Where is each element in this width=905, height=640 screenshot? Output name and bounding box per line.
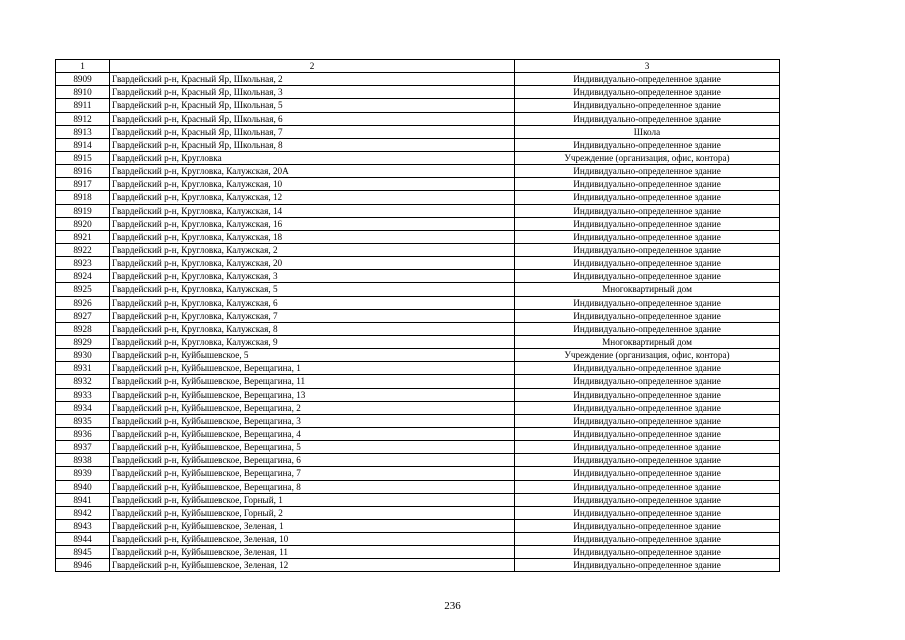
object-type-cell: Многоквартирный дом [515, 335, 780, 348]
column-header-address: 2 [110, 60, 515, 73]
table-row [56, 178, 780, 191]
row-number-cell: 8928 [56, 322, 110, 335]
row-number-cell: 8938 [56, 454, 110, 467]
address-cell: Гвардейский р-н, Красный Яр, Школьная, 6 [110, 112, 515, 125]
address-cell: Гвардейский р-н, Красный Яр, Школьная, 7 [110, 125, 515, 138]
object-type-cell: Индивидуально-определенное здание [515, 506, 780, 519]
object-type-cell: Индивидуально-определенное здание [515, 230, 780, 243]
register-table [55, 59, 780, 572]
row-number-cell: 8936 [56, 427, 110, 440]
table-row [56, 441, 780, 454]
row-number-cell: 8922 [56, 243, 110, 256]
address-cell: Гвардейский р-н, Красный Яр, Школьная, 2 [110, 73, 515, 86]
address-cell: Гвардейский р-н, Кругловка, Калужская, 3 [110, 270, 515, 283]
table-row [56, 86, 780, 99]
row-number-cell: 8931 [56, 362, 110, 375]
table-row [56, 112, 780, 125]
object-type-cell: Учреждение (организация, офис, контора) [515, 349, 780, 362]
address-cell: Гвардейский р-н, Кругловка, Калужская, 9 [110, 335, 515, 348]
table-row [56, 414, 780, 427]
row-number-cell: 8917 [56, 178, 110, 191]
object-type-cell: Индивидуально-определенное здание [515, 73, 780, 86]
object-type-cell: Индивидуально-определенное здание [515, 322, 780, 335]
table-row [56, 519, 780, 532]
object-type-cell: Индивидуально-определенное здание [515, 217, 780, 230]
row-number-cell: 8910 [56, 86, 110, 99]
table-row [56, 257, 780, 270]
address-cell: Гвардейский р-н, Красный Яр, Школьная, 3 [110, 86, 515, 99]
row-number-cell: 8920 [56, 217, 110, 230]
address-cell: Гвардейский р-н, Куйбышевское, Зеленая, 11 [110, 546, 515, 559]
address-cell: Гвардейский р-н, Куйбышевское, Верещагина, 6 [110, 454, 515, 467]
address-cell: Гвардейский р-н, Красный Яр, Школьная, 5 [110, 99, 515, 112]
address-cell: Гвардейский р-н, Куйбышевское, Верещагина, 13 [110, 388, 515, 401]
address-cell: Гвардейский р-н, Кругловка, Калужская, 10 [110, 178, 515, 191]
table-row [56, 283, 780, 296]
object-type-cell: Индивидуально-определенное здание [515, 362, 780, 375]
row-number-cell: 8929 [56, 335, 110, 348]
address-cell: Гвардейский р-н, Кругловка, Калужская, 8 [110, 322, 515, 335]
row-number-cell: 8930 [56, 349, 110, 362]
row-number-cell: 8911 [56, 99, 110, 112]
row-number-cell: 8937 [56, 441, 110, 454]
table-row [56, 230, 780, 243]
object-type-cell: Индивидуально-определенное здание [515, 270, 780, 283]
object-type-cell: Учреждение (организация, офис, контора) [515, 151, 780, 164]
table-row [56, 138, 780, 151]
address-cell: Гвардейский р-н, Куйбышевское, Верещагина, 2 [110, 401, 515, 414]
table-row [56, 454, 780, 467]
object-type-cell: Индивидуально-определенное здание [515, 296, 780, 309]
object-type-cell: Индивидуально-определенное здание [515, 559, 780, 572]
address-cell: Гвардейский р-н, Куйбышевское, Зеленая, 12 [110, 559, 515, 572]
object-type-cell: Индивидуально-определенное здание [515, 467, 780, 480]
object-type-cell: Индивидуально-определенное здание [515, 454, 780, 467]
address-cell: Гвардейский р-н, Куйбышевское, Горный, 2 [110, 506, 515, 519]
table-row [56, 480, 780, 493]
object-type-cell: Индивидуально-определенное здание [515, 191, 780, 204]
object-type-cell: Индивидуально-определенное здание [515, 204, 780, 217]
row-number-cell: 8933 [56, 388, 110, 401]
table-row [56, 191, 780, 204]
address-cell: Гвардейский р-н, Куйбышевское, Верещагина, 7 [110, 467, 515, 480]
address-cell: Гвардейский р-н, Кругловка, Калужская, 20 [110, 257, 515, 270]
address-cell: Гвардейский р-н, Кругловка, Калужская, 12 [110, 191, 515, 204]
row-number-cell: 8918 [56, 191, 110, 204]
row-number-cell: 8915 [56, 151, 110, 164]
table-row [56, 99, 780, 112]
column-header-type: 3 [515, 60, 780, 73]
table-row [56, 533, 780, 546]
table-row [56, 467, 780, 480]
table-row [56, 362, 780, 375]
object-type-cell: Индивидуально-определенное здание [515, 427, 780, 440]
row-number-cell: 8943 [56, 519, 110, 532]
address-cell: Гвардейский р-н, Куйбышевское, Горный, 1 [110, 493, 515, 506]
object-type-cell: Индивидуально-определенное здание [515, 414, 780, 427]
table-row [56, 204, 780, 217]
object-type-cell: Индивидуально-определенное здание [515, 493, 780, 506]
object-type-cell: Индивидуально-определенное здание [515, 138, 780, 151]
table-row [56, 427, 780, 440]
object-type-cell: Школа [515, 125, 780, 138]
row-number-cell: 8940 [56, 480, 110, 493]
row-number-cell: 8932 [56, 375, 110, 388]
table-row [56, 349, 780, 362]
object-type-cell: Индивидуально-определенное здание [515, 388, 780, 401]
address-cell: Гвардейский р-н, Кругловка, Калужская, 6 [110, 296, 515, 309]
object-type-cell: Индивидуально-определенное здание [515, 519, 780, 532]
row-number-cell: 8909 [56, 73, 110, 86]
address-cell: Гвардейский р-н, Кругловка, Калужская, 14 [110, 204, 515, 217]
row-number-cell: 8942 [56, 506, 110, 519]
address-cell: Гвардейский р-н, Кругловка, Калужская, 5 [110, 283, 515, 296]
address-cell: Гвардейский р-н, Куйбышевское, 5 [110, 349, 515, 362]
address-cell: Гвардейский р-н, Куйбышевское, Зеленая, 10 [110, 533, 515, 546]
table-row [56, 401, 780, 414]
header-row [56, 60, 780, 73]
table-row [56, 335, 780, 348]
row-number-cell: 8913 [56, 125, 110, 138]
table-row [56, 165, 780, 178]
address-cell: Гвардейский р-н, Куйбышевское, Верещагина, 11 [110, 375, 515, 388]
object-type-cell: Индивидуально-определенное здание [515, 99, 780, 112]
object-type-cell: Индивидуально-определенное здание [515, 401, 780, 414]
object-type-cell: Индивидуально-определенное здание [515, 480, 780, 493]
table-row [56, 375, 780, 388]
table-row [56, 73, 780, 86]
page-number: 236 [444, 600, 461, 612]
object-type-cell: Индивидуально-определенное здание [515, 112, 780, 125]
row-number-cell: 8914 [56, 138, 110, 151]
address-cell: Гвардейский р-н, Куйбышевское, Верещагина, 3 [110, 414, 515, 427]
table-body [56, 73, 780, 572]
table-row [56, 546, 780, 559]
object-type-cell: Индивидуально-определенное здание [515, 257, 780, 270]
row-number-cell: 8935 [56, 414, 110, 427]
object-type-cell: Индивидуально-определенное здание [515, 165, 780, 178]
row-number-cell: 8926 [56, 296, 110, 309]
address-cell: Гвардейский р-н, Красный Яр, Школьная, 8 [110, 138, 515, 151]
address-cell: Гвардейский р-н, Кругловка [110, 151, 515, 164]
table-row [56, 296, 780, 309]
table-row [56, 243, 780, 256]
table-row [56, 506, 780, 519]
table-row [56, 217, 780, 230]
address-cell: Гвардейский р-н, Куйбышевское, Верещагина, 1 [110, 362, 515, 375]
address-cell: Гвардейский р-н, Куйбышевское, Верещагина, 5 [110, 441, 515, 454]
row-number-cell: 8921 [56, 230, 110, 243]
address-cell: Гвардейский р-н, Кругловка, Калужская, 18 [110, 230, 515, 243]
object-type-cell: Индивидуально-определенное здание [515, 178, 780, 191]
object-type-cell: Индивидуально-определенное здание [515, 86, 780, 99]
table-header [56, 60, 780, 73]
row-number-cell: 8923 [56, 257, 110, 270]
object-type-cell: Индивидуально-определенное здание [515, 546, 780, 559]
address-cell: Гвардейский р-н, Куйбышевское, Верещагина, 8 [110, 480, 515, 493]
address-cell: Гвардейский р-н, Куйбышевское, Верещагина, 4 [110, 427, 515, 440]
table-row [56, 493, 780, 506]
row-number-cell: 8927 [56, 309, 110, 322]
table-row [56, 125, 780, 138]
object-type-cell: Индивидуально-определенное здание [515, 533, 780, 546]
row-number-cell: 8944 [56, 533, 110, 546]
row-number-cell: 8924 [56, 270, 110, 283]
object-type-cell: Индивидуально-определенное здание [515, 441, 780, 454]
row-number-cell: 8939 [56, 467, 110, 480]
object-type-cell: Индивидуально-определенное здание [515, 309, 780, 322]
row-number-cell: 8916 [56, 165, 110, 178]
row-number-cell: 8934 [56, 401, 110, 414]
table-row [56, 151, 780, 164]
row-number-cell: 8946 [56, 559, 110, 572]
table-row [56, 388, 780, 401]
table-row [56, 270, 780, 283]
row-number-cell: 8945 [56, 546, 110, 559]
address-cell: Гвардейский р-н, Кругловка, Калужская, 7 [110, 309, 515, 322]
row-number-cell: 8912 [56, 112, 110, 125]
column-header-number: 1 [56, 60, 110, 73]
row-number-cell: 8925 [56, 283, 110, 296]
address-cell: Гвардейский р-н, Кругловка, Калужская, 16 [110, 217, 515, 230]
row-number-cell: 8919 [56, 204, 110, 217]
object-type-cell: Индивидуально-определенное здание [515, 243, 780, 256]
table-row [56, 309, 780, 322]
object-type-cell: Индивидуально-определенное здание [515, 375, 780, 388]
table-row [56, 559, 780, 572]
object-type-cell: Многоквартирный дом [515, 283, 780, 296]
address-cell: Гвардейский р-н, Куйбышевское, Зеленая, 1 [110, 519, 515, 532]
address-cell: Гвардейский р-н, Кругловка, Калужская, 2 [110, 243, 515, 256]
row-number-cell: 8941 [56, 493, 110, 506]
table-row [56, 322, 780, 335]
address-cell: Гвардейский р-н, Кругловка, Калужская, 20А [110, 165, 515, 178]
